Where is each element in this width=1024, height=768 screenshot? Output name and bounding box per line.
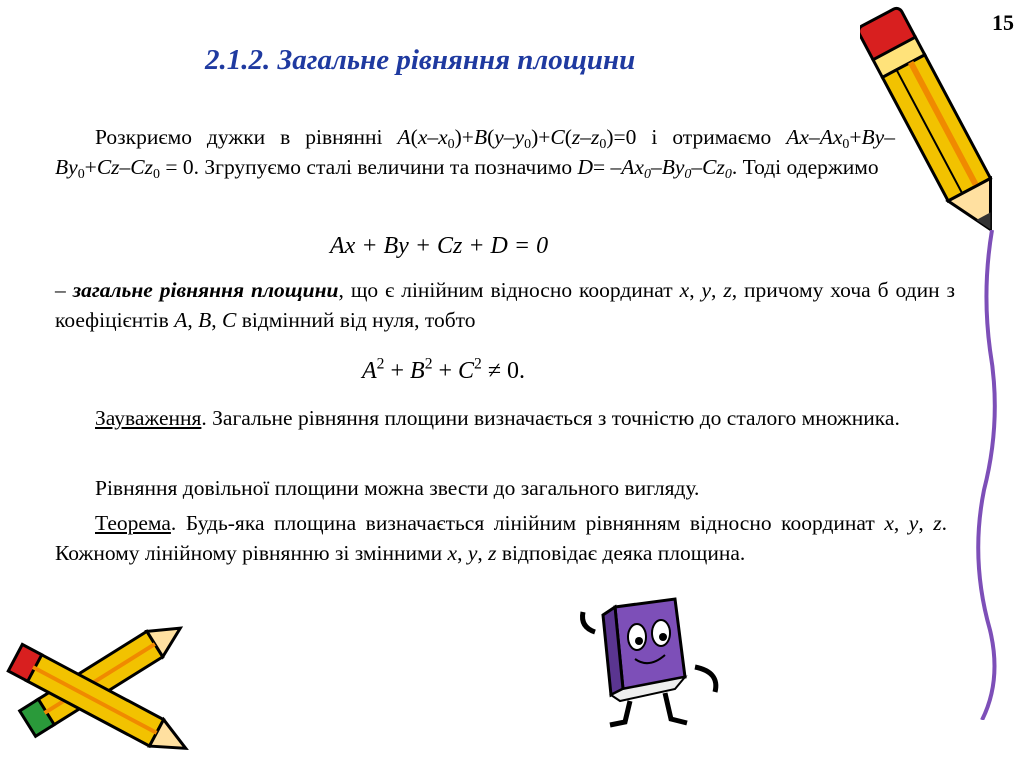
text-then: Тоді одержимо bbox=[742, 155, 879, 179]
pencil-icon bbox=[0, 612, 210, 762]
page-number: 15 bbox=[992, 10, 1014, 35]
page-title: 2.1.2. Загальне рівняння площини bbox=[205, 44, 636, 76]
remark-label: Зауваження bbox=[95, 406, 202, 430]
text-group: Згрупуємо сталі величини та позначимо bbox=[204, 155, 573, 179]
paragraph-definition: – загальне рівняння площини, що є лінійним відносно координат x, y, z, причому хоча б один з коефіцієнтів A, B, C відмінний від нуля, тобто bbox=[55, 278, 956, 332]
paragraph-expand: Розкриємо дужки в рівнянні $A(x-x_0)+B(y-y_0)+C(z-z_0)=0$ і отримаємо $Ax-Ax_0+By-By_0+Cz-Cz_0 = 0$. Згрупуємо сталі величини та позначимо $D= -Ax_0-By_0-Cz_0$. Тоді одержимо bbox=[55, 125, 895, 183]
text-and-get: і отримаємо bbox=[651, 125, 772, 149]
squiggle-decoration-icon bbox=[962, 230, 1012, 720]
term-general-plane-equation: загальне рівняння площини bbox=[72, 278, 339, 302]
paragraph-reduce: Рівняння довільної площини можна звести до загального вигляду. bbox=[95, 476, 700, 500]
formula-general-plane: Ax + By + Cz + D = 0 bbox=[330, 233, 549, 259]
formula-nonzero-condition: $A^2 + B^2 + C^2 \ne 0$. bbox=[362, 355, 526, 384]
book-mascot-icon bbox=[575, 597, 735, 732]
pencil-icon bbox=[860, 0, 1000, 245]
theorem-label: Теорема bbox=[95, 511, 171, 535]
paragraph-theorem: Теорема. Будь-яка площина визначається лінійним рівнянням відносно координат x, y, z. Кожному лінійному рівнянню зі змінними x, y, z відповідає деяка площина. bbox=[55, 511, 948, 565]
paragraph-remark: Зауваження. Загальне рівняння площини визначається з точністю до сталого множника. bbox=[95, 406, 900, 430]
text-intro: Розкриємо дужки в рівнянні bbox=[95, 125, 383, 149]
